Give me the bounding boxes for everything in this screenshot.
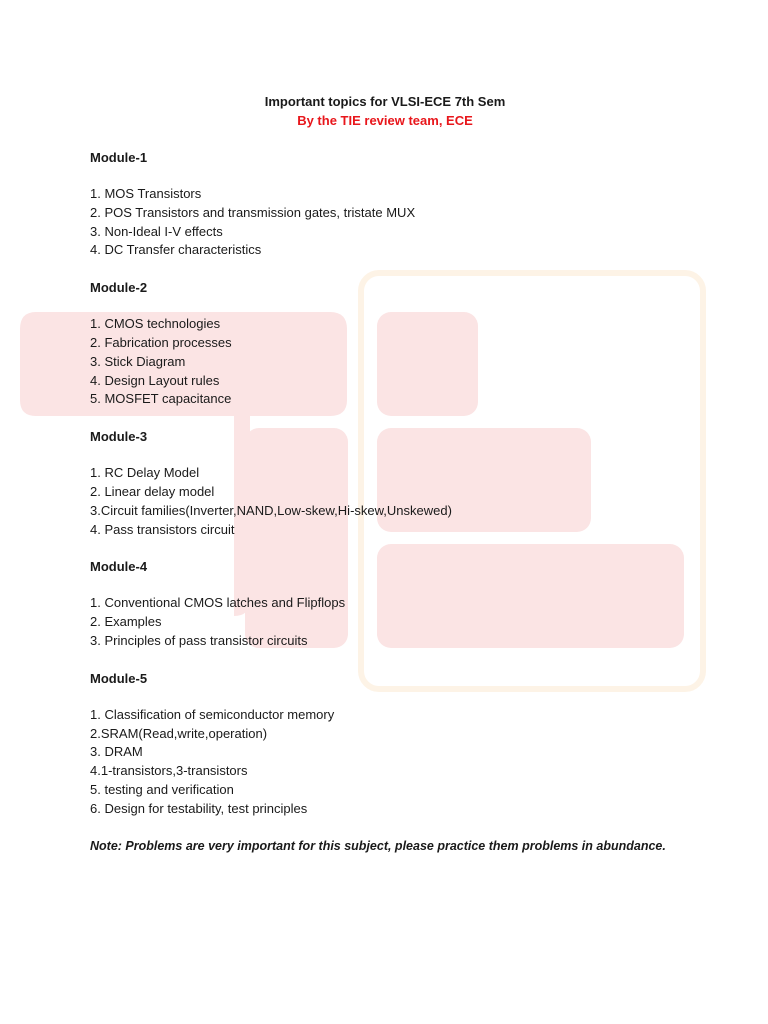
module-5-topic: 3. DRAM (90, 744, 143, 760)
module-2-topic: 5. MOSFET capacitance (90, 391, 232, 407)
module-3-topic: 3.Circuit families(Inverter,NAND,Low-skew,Hi-skew,Unskewed) (90, 502, 452, 518)
document-body (90, 92, 710, 856)
module-3-topic: 1. RC Delay Model (90, 465, 200, 481)
closing-note: Note: Problems are very important for this subject, please practice them problems in abundance. (90, 838, 666, 853)
module-1-topic: 2. POS Transistors and transmission gates, tristate MUX (90, 204, 416, 220)
module-1-topic: 3. Non-Ideal I-V effects (90, 223, 223, 239)
module-5-topic: 6. Design for testability, test principles (90, 800, 308, 816)
module-4-heading: Module-4 (90, 559, 148, 575)
module-5-topic: 4.1-transistors,3-transistors (90, 763, 248, 779)
module-4-topic: 3. Principles of pass transistor circuits (90, 632, 308, 648)
module-4-topic: 2. Examples (90, 614, 162, 630)
module-3-heading: Module-3 (90, 429, 148, 445)
module-5-heading: Module-5 (90, 670, 148, 686)
module-2-heading: Module-2 (90, 280, 148, 296)
module-1-heading: Module-1 (90, 150, 148, 165)
module-1-section (90, 148, 710, 260)
module-2-topic: 3. Stick Diagram (90, 353, 186, 369)
module-1-topic: 4. DC Transfer characteristics (90, 242, 262, 258)
module-2-topic: 4. Design Layout rules (90, 372, 220, 388)
module-2-section (90, 278, 710, 409)
module-2-topic: 1. CMOS technologies (90, 316, 221, 332)
module-3-topic: 2. Linear delay model (90, 483, 215, 499)
document-title: Important topics for VLSI-ECE 7th Sem (264, 94, 506, 109)
module-4-topic: 1. Conventional CMOS latches and Flipflops (90, 595, 346, 611)
module-5-topic: 2.SRAM(Read,write,operation) (90, 725, 268, 741)
module-1-topic: 1. MOS Transistors (90, 186, 202, 201)
module-3-section (90, 427, 710, 539)
module-5-topic: 1. Classification of semiconductor memory (90, 706, 335, 722)
module-3-topic: 4. Pass transistors circuit (90, 521, 235, 537)
module-4-section (90, 557, 710, 650)
module-5-section (90, 669, 710, 819)
module-5-topic: 5. testing and verification (90, 781, 234, 797)
document-subtitle: By the TIE review team, ECE (297, 113, 473, 128)
module-2-topic: 2. Fabrication processes (90, 334, 232, 350)
